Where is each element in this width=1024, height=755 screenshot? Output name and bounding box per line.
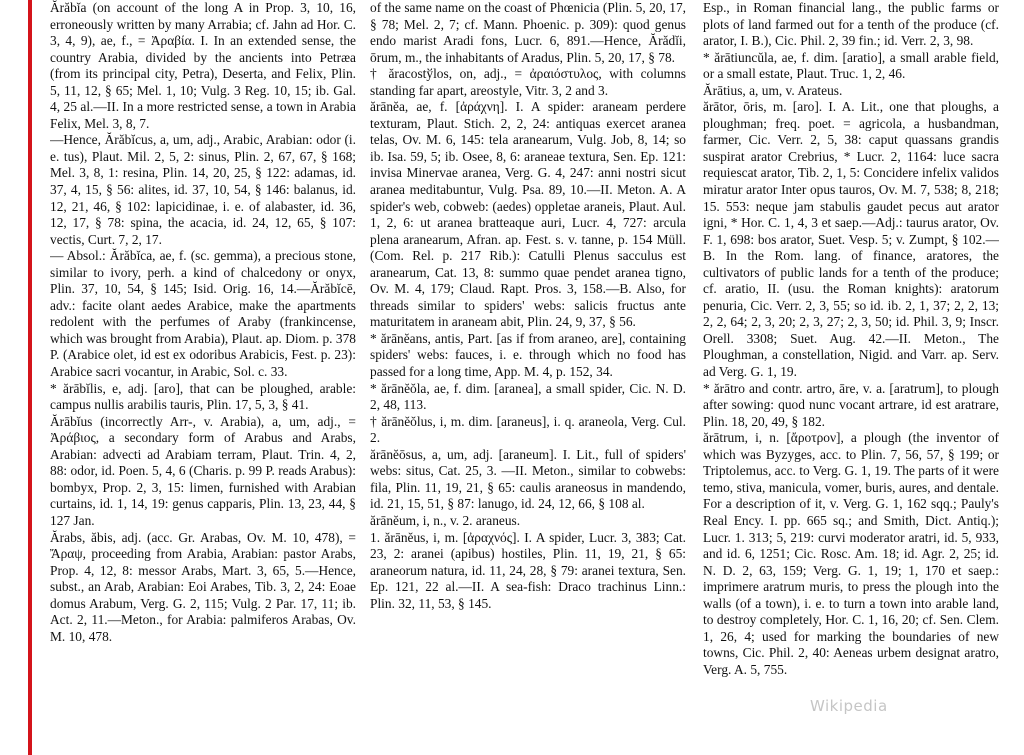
entry: of the same name on the coast of Phœnicia (Plin. 5, 20, 17, § 78; Mel. 2, 7; cf. Mann. Phoenic. p. 309): quod genus endo marist Aradi fons, Lucr. 6, 891.—Hence, Ărădĭi, ōrum, m., the inhabitants of Aradus, Plin. 5, 20, 17, § 78.	[370, 0, 686, 65]
entry: ărānĕum, i, n., v. 2. araneus.	[370, 512, 521, 528]
entry: † ărānĕŏlus, i, m. dim. [araneus], i. q. araneola, Verg. Cul. 2.	[370, 413, 686, 446]
page-edge-red-rule	[0, 0, 33, 755]
dictionary-column-middle	[370, 0, 686, 755]
entry: —Hence, Ărăbĭcus, a, um, adj., Arabic, Arabian: odor (i. e. tus), Plaut. Mil. 2, 5, 2: sinus, Plin. 2, 67, 67, § 168; Mel. 3, 8, 1: resina, Plin. 14, 20, 25, § 122: adamas, id. 37, 4, 15, § 56: alites, id. 37, 10, 54, § 146: balanus, id. 12, 21, 46, § 102: lapicidinae, i. e. of alabaster, id. 36, 12, 17, § 78: spina, the acacia, id. 24, 12, 65, § 107: vectis, Curt. 7, 2, 17.	[50, 132, 356, 247]
entry: * ărānĕans, antis, Part. [as if from araneo, are], containing spiders' webs: fauces, i. e. through which no food has passed for a long time, App. M. 4, p. 152, 34.	[370, 330, 686, 380]
entry: † ăracostўlos, on, adj., = ἀραιόστυλος, with columns standing far apart, areostyle, Vitr. 3, 2 and 3.	[370, 66, 686, 98]
entry: Ărābĭus (incorrectly Arr-, v. Arabia), a, um, adj., = Ἀράβιος, a secondary form of Arabus and Arabs, Arabian: advecti ad Arabiam terram, Plaut. Trin. 4, 2, 88: odor, id. Poen. 5, 4, 6 (Charis. p. 99 P. reads Arabus): bombyx, Prop. 2, 3, 15: limen, furnished with Arabian curtains, id. 1, 14, 19: genus capparis, Plin. 13, 23, 44, § 127 Jan.	[50, 413, 356, 528]
entry: Ărātius, a, um, v. Arateus.	[703, 82, 843, 98]
entry: Ărăbĭa (on account of the long A in Prop. 3, 10, 16, erroneously written by many Arrabia; cf. Jahn ad Hor. C. 3, 4, 9), ae, f., = Ἀραβία. I. In an extended sense, the country Arabia, divided by the ancients into Petræa (from its principal city, Petra), Deserta, and Felix, Plin. 5, 11, 12, § 65; Mel. 1, 10; Vulg. 3 Reg. 10, 15; ib. Gal. 4, 25 al.—II. In a more restricted sense, a town in Arabia Felix, Mel. 3, 8, 7.	[50, 0, 356, 131]
entry: * ărātiuncŭla, ae, f. dim. [aratio], a small arable field, or a small estate, Plaut. Truc. 1, 2, 46.	[703, 49, 999, 82]
entry: ărātrum, i, n. [ἄροτρον], a plough (the inventor of which was Byzyges, acc. to Plin. 7, 56, 57, § 199; or Triptolemus, acc. to Verg. G. 1, 19. The parts of it were temo, stiva, manicula, vomer, buris, aures, and dentale. For a description of it, v. Verg. G. 1, 162 sqq.; Pauly's Real Ency. I. pp. 665 sq.; and Smith, Dict. Antiq.); Lucr. 1. 313; 5, 219: curvi moderator aratri, id. 5, 933, and id. 6, 1251; Cic. Rosc. Am. 18; id. Agr. 2, 25; id. N. D. 2, 63, 159; Verg. G. 1, 19; 1, 170 et saep.: imprimere aratrum muris, to press the plough into the walls (of a town), i. e. to turn a town into arable land, to destroy completely, Hor. C. 1, 16, 20; cf. Sen. Clem. 1, 26, 4; used for marking the boundaries of new towns, Cic. Phil. 2, 40: Aeneas urbem designat aratro, Verg. A. 5, 755.	[703, 430, 999, 677]
entry: * ărānĕŏla, ae, f. dim. [aranea], a small spider, Cic. N. D. 2, 48, 113.	[370, 380, 686, 413]
entry: * ărābĭlis, e, adj. [aro], that can be ploughed, arable: campus nullis arabilis tauris, Plin. 17, 5, 3, § 41.	[50, 380, 356, 413]
dictionary-column-right	[703, 0, 999, 755]
dictionary-column-left	[50, 0, 356, 755]
entry: 1. ărānĕus, i, m. [ἀραχνός]. I. A spider, Lucr. 3, 383; Cat. 23, 2: aranei (apibus) hostiles, Plin. 11, 19, 21, § 65: araneorum natura, id. 11, 24, 28, § 79: aranei textura, Sen. Ep. 121, 22 al.—II. A sea-fish: Draco trachinus Linn.: Plin. 32, 11, 53, § 145.	[370, 529, 686, 611]
entry: Esp., in Roman financial lang., the public farms or plots of land farmed out for a tenth of the produce (cf. arator, I. B.), Cic. Phil. 2, 39 fin.; id. Verr. 2, 3, 98.	[703, 0, 999, 49]
entry: Ărabs, ăbis, adj. (acc. Gr. Arabas, Ov. M. 10, 478), = Ἄραψ, proceeding from Arabia, Arabian: pastor Arabs, Prop. 4, 12, 8: messor Arabs, Mart. 3, 65, 5.—Hence, subst., an Arab, Arabian: Eoi Arabes, Tib. 3, 2, 24: Eoae domus Arabum, Verg. G. 2, 115; Vulg. 2 Par. 17, 11; ib. Act. 2, 11.—Meton., for Arabia: palmiferos Arabas, Ov. M. 10, 478.	[50, 529, 356, 644]
entry: * ărātro and contr. artro, āre, v. a. [aratrum], to plough after sowing: quod nunc vocant artrare, id est aratrare, Plin. 18, 20, 49, § 182.	[703, 380, 999, 429]
entry: ărānĕōsus, a, um, adj. [araneum]. I. Lit., full of spiders' webs: situs, Cat. 25, 3. —II. Meton., similar to cobwebs: fila, Plin. 11, 19, 21, § 65: caulis araneosus in mandendo, id. 21, 15, 51, § 87: lanugo, id. 24, 12, 66, § 108 al.	[370, 446, 686, 512]
entry: ărātor, ōris, m. [aro]. I. A. Lit., one that ploughs, a ploughman; freq. poet. = agricola, a husbandman, farmer, Cic. Verr. 2, 5, 38: caput quassans grandis suspirat arator Crebrius, * Lucr. 2, 1164: luce sacra requiescat arator, Tib. 2, 1, 5: Concidere infelix validos miratur arator Inter opus tauros, Ov. M. 7, 538; 8, 218; 15. 553: neque jam stabulis gaudet pecus aut arator igni, * Hor. C. 1, 4, 3 et saep.—Adj.: taurus arator, Ov. F. 1, 698: bos arator, Suet. Vesp. 5; v. Zumpt, § 102.—B. In the Rom. lang. of finance, aratores, the cultivators of public lands for a tenth of the produce; cf. aratio, II. (usu. the Roman knights): aratorum penuria, Cic. Verr. 2, 3, 55; so id. ib. 2, 1, 37; 2, 2, 13; 2, 2, 64; 2, 3, 20; 2, 3, 27; 2, 3, 50; id. Phil. 3, 9; Inscr. Orell. 3308; Suet. Aug. 42.—II. Meton., The Ploughman, a constellation, Nigid. and Varr. ap. Serv. ad Verg. G. 1, 19.	[703, 99, 999, 380]
entry: ărānĕa, ae, f. [ἀράχνη]. I. A spider: araneam perdere texturam, Plaut. Stich. 2, 2, 24: antiquas exercet aranea telas, Ov. M. 6, 145: tela aranearum, Vulg. Job, 8, 14; so ib. Isa. 59, 5; ib. Osee, 8, 6: araneae textura, Sen. Ep. 121: invisa Minervae aranea, Verg. G. 4, 247: anni nostri sicut aranea meditabuntur, Vulg. Psa. 89, 10.—II. Meton. A. A spider's web, cobweb: (aedes) oppletae araneis, Plaut. Aul. 1, 2, 6: ut aranea bratteaque auri, Lucr. 4, 727: arcula plena aranearum, Afran. ap. Fest. s. v. tanne, p. 154 Müll. (Com. Rel. p. 217 Rib.): Catulli Plenus sacculus est aranearum, Cat. 13, 8: summo quae pendet aranea tigno, Ov. M. 4, 179; Claud. Rapt. Pros. 3, 158.—B. Also, for threads similar to spiders' webs: salicis fructus ante maturitatem in araneam abit, Plin. 24, 9, 37, § 56.	[370, 99, 686, 330]
watermark: Wikipedia	[810, 697, 888, 715]
entry: — Absol.: Ărăbĭca, ae, f. (sc. gemma), a precious stone, similar to ivory, perh. a kind of chalcedony or onyx, Plin. 37, 10, 54, § 145; Isid. Orig. 16, 14.—Ărăbĭcē, adv.: facite olant aedes Arabice, make the apartments redolent with the perfumes of Araby (frankincense, which was brought from Arabia), Plaut. ap. Diom. p. 378 P. (Arabice olet, id est ex odoribus Arabicis, Fest. p. 23): Arabice sacri vocantur, in Arabic, Sol. c. 33.	[50, 248, 356, 380]
